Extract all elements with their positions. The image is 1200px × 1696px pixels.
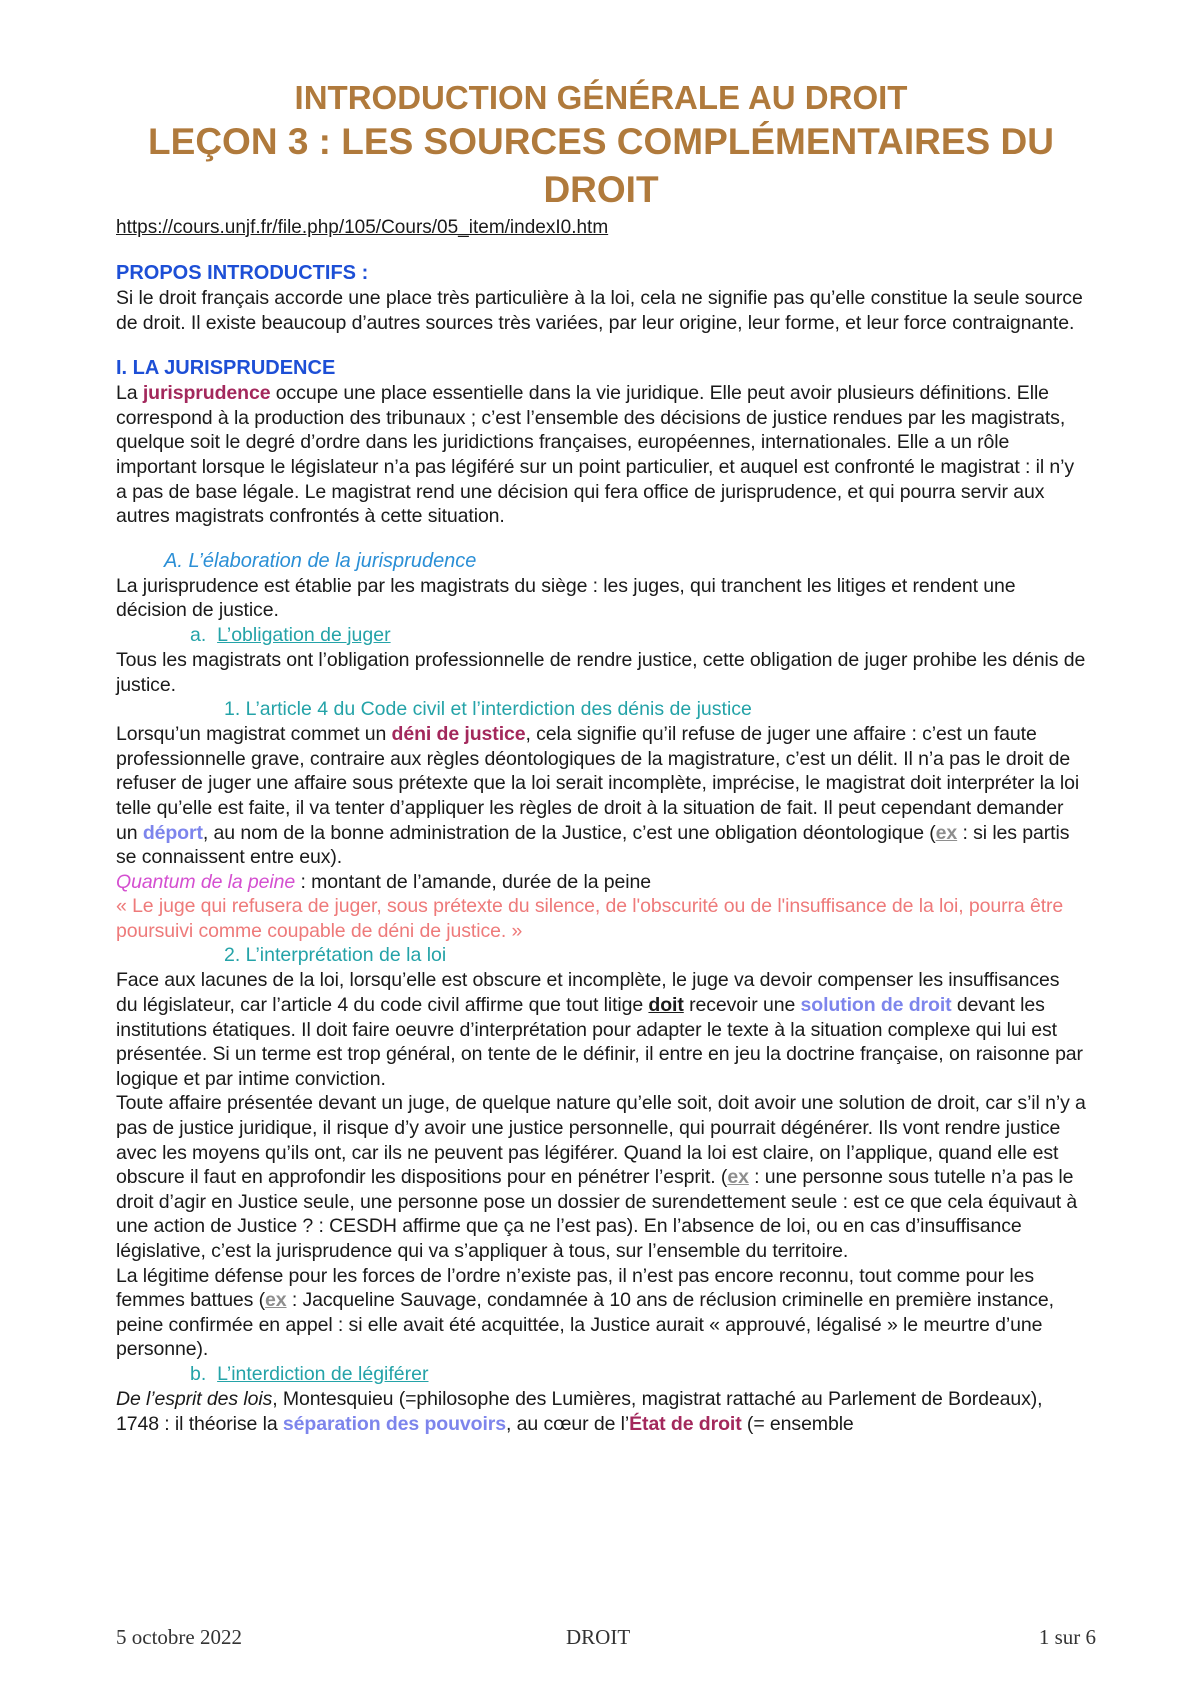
keyword-jurisprudence: jurisprudence [142,382,271,405]
subsection-1-heading: 1. L’article 4 du Code civil et l’interdiction des dénis de justice [224,698,752,721]
intro-heading: PROPOS INTRODUCTIFS : [116,262,369,284]
article-4-quote: « Le juge qui refusera de juger, sous prétexte du silence, de l'obscurité ou de l'insuffisance de la loi, pourra être poursuivi comme coupable de déni de justice. » [116,895,1064,942]
subsection-a-b-paragraph: De l’esprit des lois, Montesquieu (=philosophe des Lumières, magistrat rattaché au Parlement de Bordeaux), 1748 : il théorise la séparation des pouvoirs, au cœur de l’État de droit (= ensemble [116,1387,1043,1435]
intro-text: Si le droit français accorde une place très particulière à la loi, cela ne signifie pas qu’elle constitue la seule source de droit. Il existe beaucoup d’autres sources très variées, par leur origine, leur forme, et leur force contraignante. [116,287,1083,334]
subsection-a-b-heading: b. L’interdiction de légiférer [190,1362,429,1385]
footer-subject: DROIT [566,1625,631,1649]
book-title: De l’esprit des lois [116,1387,273,1410]
subsection-a-a-heading: a. L’obligation de juger [190,623,391,646]
section-1-heading: I. LA JURISPRUDENCE [116,357,336,380]
subsection-a-text: La jurisprudence est établie par les magistrats du siège : les juges, qui tranchent les litiges et rendent une décision de justice. [116,574,1016,622]
example-marker: ex [727,1166,749,1189]
keyword-doit: doit [648,994,684,1017]
example-marker: ex [265,1289,287,1312]
document-page [116,78,1086,1436]
subsection-2-paragraph-3: La légitime défense pour les forces de l’ordre n’existe pas, il n’est pas encore reconnu, tout comme pour les femmes battues (ex : Jacqueline Sauvage, condamnée à 10 ans de réclusion criminelle en première instance, peine confirmée en appel : si elle avait été acquittée, la Justice aurait « approuvé, légalisé » le meurtre d’une personne). [116,1264,1054,1361]
footer-page-number: 1 sur 6 [1038,1625,1096,1649]
subsection-2-heading: 2. L’interprétation de la loi [224,944,447,967]
keyword-solution-de-droit: solution de droit [800,994,952,1017]
source-link[interactable]: https://cours.unjf.fr/file.php/105/Cours/05_item/indexI0.htm [116,217,609,238]
section-1-paragraph: La jurisprudence occupe une place essentielle dans la vie juridique. Elle peut avoir plusieurs définitions. Elle correspond à la production des tribunaux ; c’est l’ensemble des décisions de justice rendues par les magistrats, quelque soit le degré d’ordre dans les juridictions françaises, européennes, internationales. Elle a un rôle important lorsque le législateur n’a pas légiféré sur un point particulier, et auquel est confronté le magistrat : il n’y a pas de base légale. Le magistrat rend une décision qui fera office de jurisprudence, et qui pourra servir aux autres magistrats confrontés à cette situation. [116,382,1075,528]
footer-date: 5 octobre 2022 [116,1625,242,1649]
example-marker: ex [935,821,958,844]
subsection-2-paragraph-2: Toute affaire présentée devant un juge, de quelque nature qu’elle soit, doit avoir une solution de droit, car s’il n’y a pas de justice juridique, il risque d’y avoir une justice personnelle, qui pourrait dégénérer. Ils vont rendre justice avec les moyens qu’ils ont, car ils ne peuvent pas légiférer. Quand la loi est claire, on l’applique, quand elle est obscure il faut en approfondir les dispositions pour en pénétrer l’esprit. (ex : une personne sous tutelle n’a pas le droit d’agir en Justice seule, une personne pose un dossier de surendettement seule : est ce que cela équivaut à une action de Justice ? : CESDH affirme que ça ne l’est pas). En l’absence de loi, ou en cas d’insuffisance législative, c’est la jurisprudence qui va s’appliquer à tous, sur l’ensemble du territoire. [116,1092,1086,1262]
page-footer [116,1625,1096,1651]
course-title: INTRODUCTION GÉNÉRALE AU DROIT [294,79,908,116]
subsection-1-paragraph: Lorsqu’un magistrat commet un déni de justice, cela signifie qu’il refuse de juger une affaire : c’est un faute professionnelle grave, contraire aux règles déontologiques de la magistrature, c’est un délit. Il n’a pas le droit de refuser de juger une affaire sous prétexte que la loi serait incomplète, imprécise, le magistrat doit interpréter la loi telle qu’elle est faite, il va tenter d’appliquer les règles de droit à la situation de fait. Il peut cependant demander un déport, au nom de la bonne administration de la Justice, c’est une obligation déontologique (ex : si les partis se connaissent entre eux). [116,723,1080,869]
subsection-2-paragraph-1: Face aux lacunes de la loi, lorsqu’elle est obscure et incomplète, le juge va devoir compenser les insuffisances du législateur, car l’article 4 du code civil affirme que tout litige doit recevoir une solution de droit devant les institutions étatiques. Il doit faire oeuvre d’interprétation pour adapter le texte à la situation complexe qui lui est présentée. Si un terme est trop général, on tente de le définir, il entre en jeu la doctrine française, on raisonne par logique et par intime conviction. [116,969,1083,1090]
keyword-deport: déport [142,821,203,844]
keyword-etat-de-droit: État de droit [629,1412,742,1435]
subsection-a-a-text: Tous les magistrats ont l’obligation professionnelle de rendre justice, cette obligation de juger prohibe les dénis de justice. [116,648,1086,696]
keyword-deni-de-justice: déni de justice [391,723,526,746]
lesson-title: LEÇON 3 : LES SOURCES COMPLÉMENTAIRES DU DROIT [148,121,1054,210]
keyword-separation-des-pouvoirs: séparation des pouvoirs [282,1412,506,1435]
quantum-line: Quantum de la peine : montant de l’amande, durée de la peine [116,870,651,893]
subsection-a-heading: A. L’élaboration de la jurisprudence [164,549,477,572]
